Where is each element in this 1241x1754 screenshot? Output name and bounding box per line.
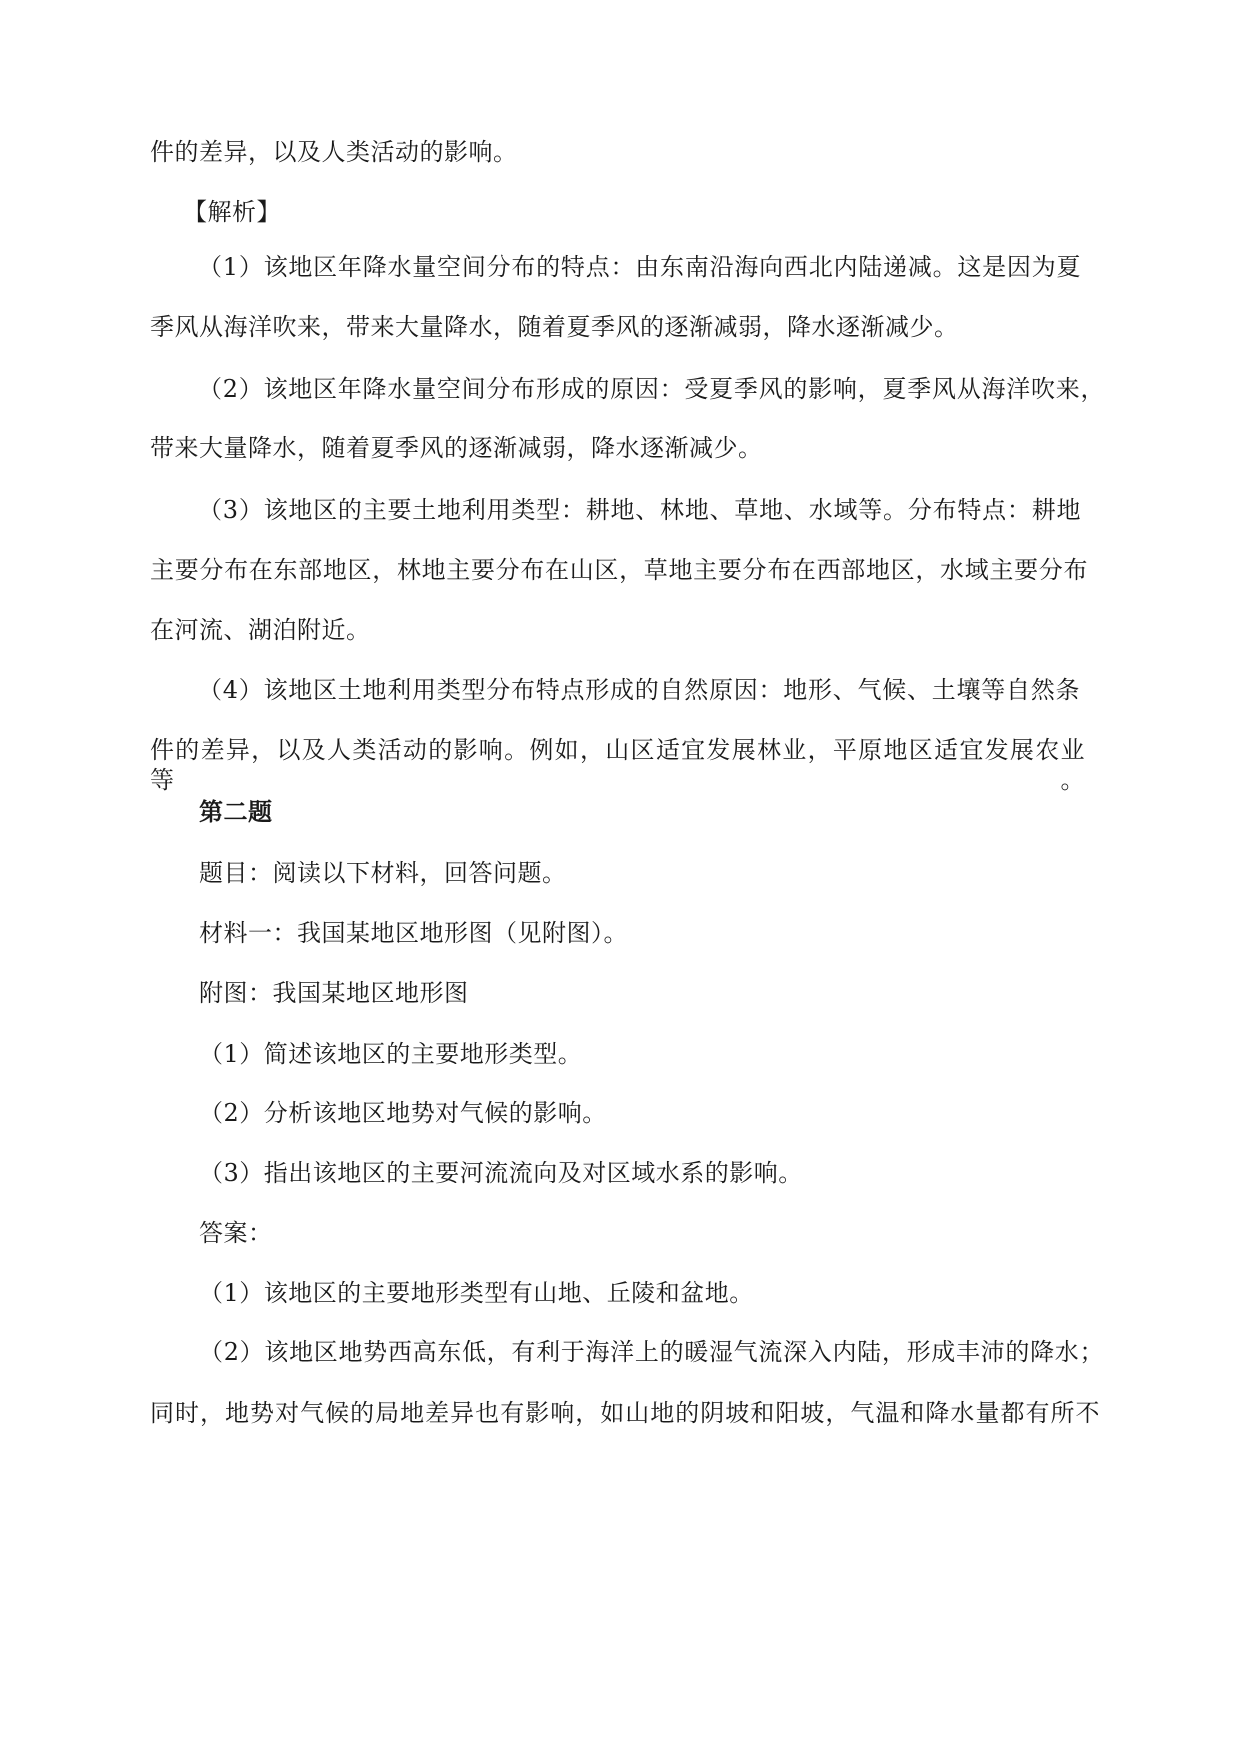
- paragraph-line: 材料一：我国某地区地形图（见附图）。: [199, 919, 628, 947]
- paragraph-line: 附图：我国某地区地形图: [199, 979, 469, 1007]
- answer-label: 答案：: [199, 1219, 273, 1247]
- paragraph-line: （2）该地区年降水量空间分布形成的原因：受夏季风的影响，夏季风从海洋吹来，: [198, 375, 1105, 403]
- paragraph-line: 件的差异，以及人类活动的影响。例如，山区适宜发展林业，平原地区适宜发展农业等。: [150, 736, 1085, 794]
- paragraph-line: （4）该地区土地利用类型分布特点形成的自然原因：地形、气候、土壤等自然条: [198, 676, 1080, 704]
- paragraph-line: 题目：阅读以下材料，回答问题。: [199, 859, 567, 887]
- section-heading-analysis: 【解析】: [183, 198, 281, 226]
- question-item: （3）指出该地区的主要河流流向及对区域水系的影响。: [199, 1159, 803, 1187]
- paragraph-line: （1）该地区年降水量空间分布的特点：由东南沿海向西北内陆递减。这是因为夏: [198, 253, 1081, 281]
- question-item: （1）简述该地区的主要地形类型。: [199, 1040, 583, 1068]
- paragraph-line: 同时，地势对气候的局地差异也有影响，如山地的阴坡和阳坡，气温和降水量都有所不: [150, 1399, 1100, 1427]
- question-heading: 第二题: [199, 797, 273, 826]
- paragraph-line: 带来大量降水，随着夏季风的逐渐减弱，降水逐渐减少。: [150, 434, 763, 462]
- answer-item: （1）该地区的主要地形类型有山地、丘陵和盆地。: [199, 1279, 754, 1307]
- paragraph-line: （3）该地区的主要土地利用类型：耕地、林地、草地、水域等。分布特点：耕地: [198, 496, 1081, 524]
- paragraph-line: 主要分布在东部地区，林地主要分布在山区，草地主要分布在西部地区，水域主要分布: [150, 556, 1088, 584]
- paragraph-line: 件的差异，以及人类活动的影响。: [150, 138, 518, 166]
- answer-item: （2）该地区地势西高东低，有利于海洋上的暖湿气流深入内陆，形成丰沛的降水；: [199, 1338, 1104, 1366]
- paragraph-line: 在河流、湖泊附近。: [150, 616, 371, 644]
- question-item: （2）分析该地区地势对气候的影响。: [199, 1099, 607, 1127]
- paragraph-line: 季风从海洋吹来，带来大量降水，随着夏季风的逐渐减弱，降水逐渐减少。: [150, 313, 959, 341]
